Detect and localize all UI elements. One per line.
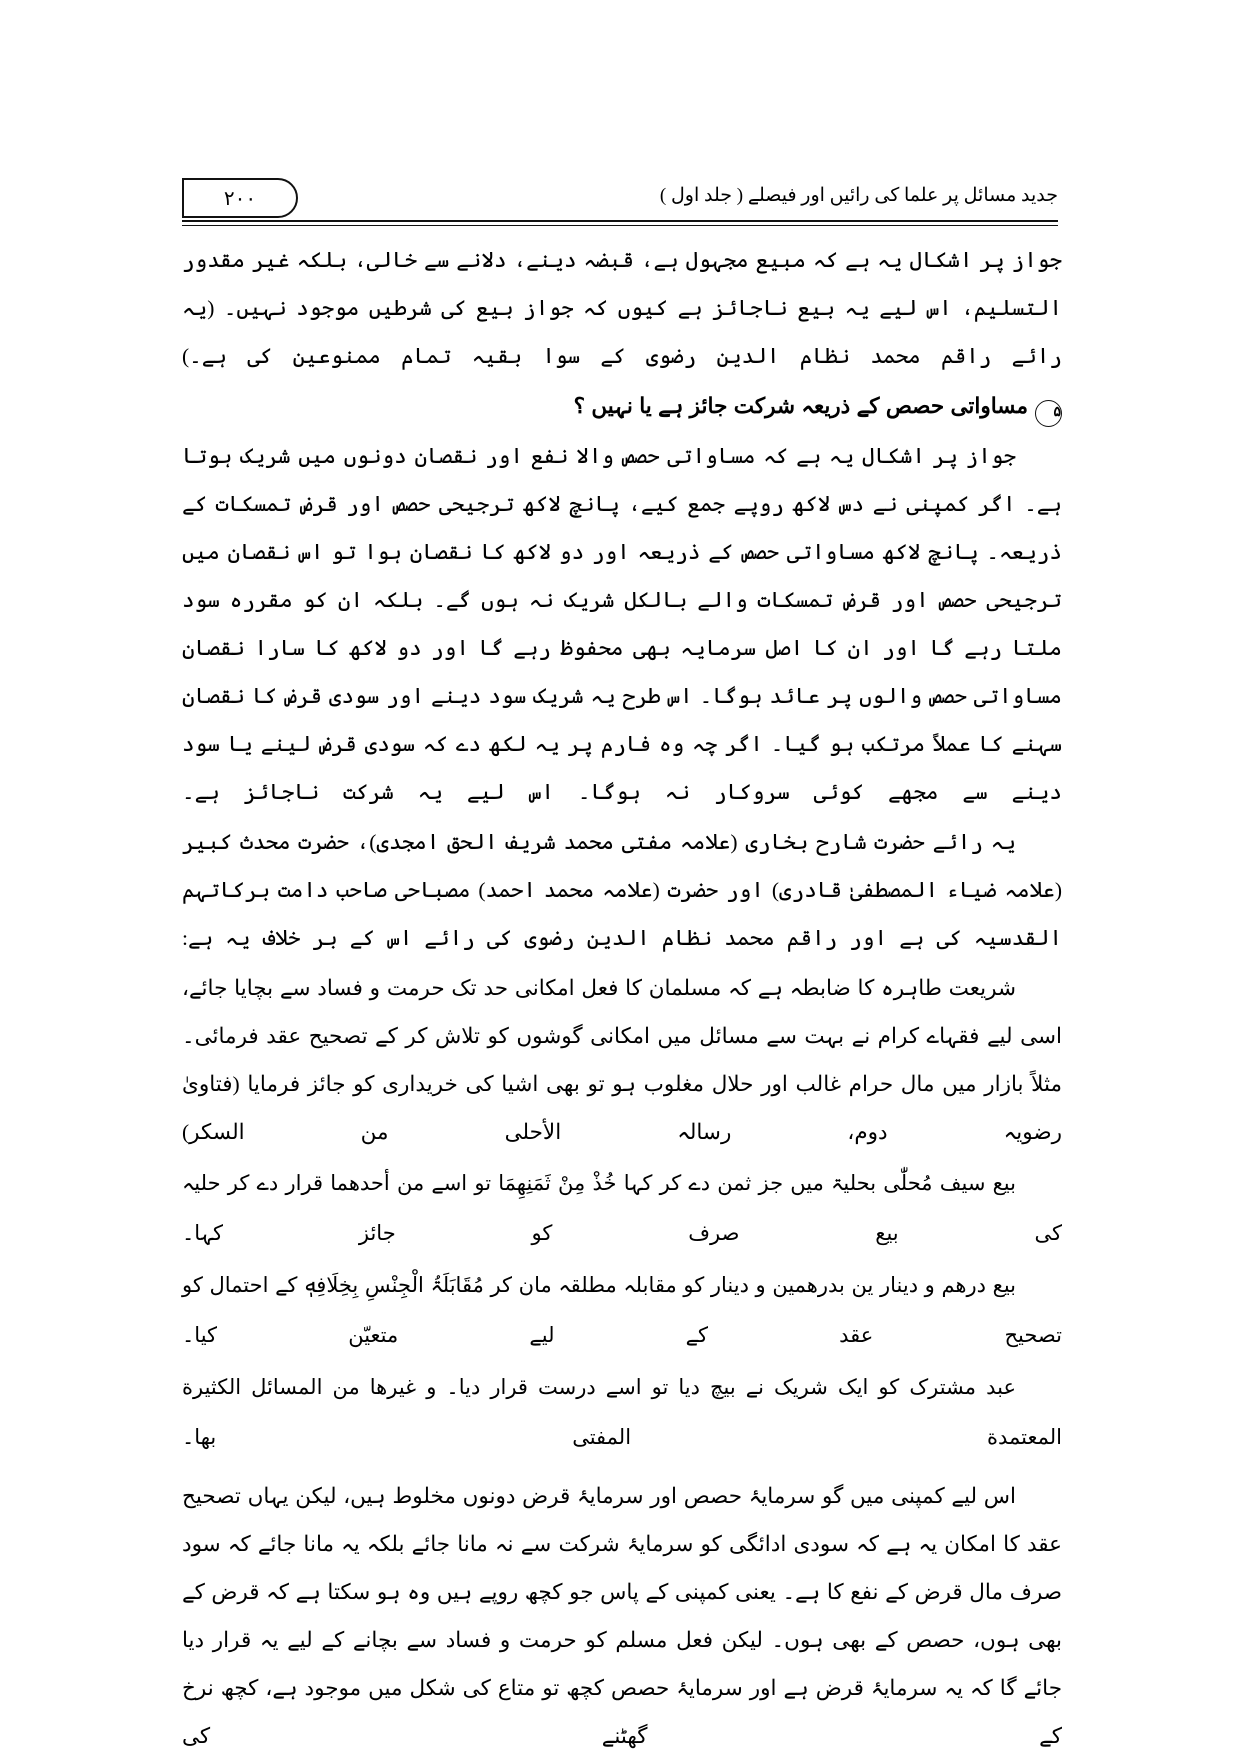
page-number: ۲۰۰ — [223, 187, 257, 210]
page-body — [182, 236, 1062, 1754]
book-title: جدید مسائل پر علما کی رائیں اور فیصلے ( جلد اول ) — [659, 185, 1058, 206]
question-5 — [182, 382, 1062, 430]
paragraph-7: عبد مشترک کو ایک شریک نے بیچ دیا تو اسے درست قرار دیا۔ و غیرها من المسائل الكثيرة المعتمدة المفتى بها۔ — [182, 1375, 1062, 1449]
paragraph-4: شریعت طاہرہ کا ضابطہ ہے کہ مسلمان کا فعل امکانی حد تک حرمت و فساد سے بچایا جائے، اسی لیے فقہاے کرام نے بہت سے مسائل میں امکانی گوشوں کو تلاش کر کے تصحیح عقد فرمائی۔ مثلاً بازار میں مال حرام غالب اور حلال مغلوب ہو تو بھی اشیا کی خریداری کو جائز فرمایا (فتاویٰ رضویہ دوم، رسالہ الأحلی من السکر) — [182, 976, 1062, 1144]
page-header — [182, 178, 1058, 220]
header-divider — [182, 220, 1058, 222]
question-5-text: مساواتی حصص کے ذریعہ شرکت جائز ہے یا نہیں ؟ — [573, 394, 1028, 418]
paragraph-6: بیع درهم و دینار ین بدرهمین و دینار کو مقابلہ مطلقہ مان کر مُقَابَلَۃُ الْجِنْسِ بِخِلَافِهٖ کے احتمال کو تصحیح عقد کے لیے متعیّن کیا۔ — [182, 1273, 1062, 1347]
paragraph-5: بیع سیف مُحلّٰی بحلیۃ میں جز ثمن دے کر کہا خُذْ مِنْ ثَمَنِهِمَا تو اسے من أحدهما قرار دے کر حلیہ کی بیع صرف کو جائز کہا۔ — [182, 1171, 1062, 1245]
paragraph-2: جواز پر اشکال یہ ہے کہ مساواتی حصص والا نفع اور نقصان دونوں میں شریک ہوتا ہے۔ اگر کمپنی نے دس لاکھ روپے جمع کیے، پانچ لاکھ ترجیحی حصص اور قرض تمسکات کے ذریعہ۔ پانچ لاکھ مساواتی حصص کے ذریعہ اور دو لاکھ کا نقصان ہوا تو اس نقصان میں ترجیحی حصص اور قرض تمسکات والے بالکل شریک نہ ہوں گے۔ بلکہ ان کو مقررہ سود ملتا رہے گا اور ان کا اصل سرمایہ بھی محفوظ رہے گا اور دو لاکھ کا سارا نقصان مساواتی حصص والوں پر عائد ہوگا۔ اس طرح یہ شریک سود دینے اور سودی قرض کا نقصان سہنے کا عملاً مرتکب ہو گیا۔ اگر چہ وہ فارم پر یہ لکھ دے کہ سودی قرض لینے یا سود دینے سے مجھے کوئی سروکار نہ ہوگا۔ اس لیے یہ شرکت ناجائز ہے۔ — [182, 444, 1062, 804]
page-number-badge — [182, 178, 298, 218]
paragraph-1: جواز پر اشکال یہ ہے کہ مبیع مجہول ہے، قبضہ دینے، دلانے سے خالی، بلکہ غیر مقدور التسلیم، اس لیے یہ بیع ناجائز ہے کیوں کہ جواز بیع کی شرطیں موجود نہیں۔ (یہ رائے راقم محمد نظام الدین رضوی کے سوا بقیہ تمام ممنوعین کی ہے۔) — [182, 248, 1062, 368]
paragraph-8: اس لیے کمپنی میں گو سرمایۂ حصص اور سرمایۂ قرض دونوں مخلوط ہیں، لیکن یہاں تصحیح عقد کا امکان یہ ہے کہ سودی ادائگی کو سرمایۂ شرکت سے نہ مانا جائے بلکہ یہ مانا جائے کہ سود صرف مال قرض کے نفع کا ہے۔ یعنی کمپنی کے پاس جو کچھ روپے ہیں وہ ہو سکتا ہے کہ قرض کے بھی ہوں، حصص کے بھی ہوں۔ لیکن فعل مسلم کو حرمت و فساد سے بچانے کے لیے یہ قرار دیا جائے گا کہ یہ سرمایۂ قرض ہے اور سرمایۂ حصص کچھ تو متاع کی شکل میں موجود ہے، کچھ نرخ کے گھٹنے کی — [182, 1484, 1062, 1748]
paragraph-spacer — [182, 1464, 1062, 1472]
paragraph-3: یہ رائے حضرت شارح بخاری (علامہ مفتی محمد شریف الحق امجدی)، حضرت محدث کبیر (علامہ ضیاء المصطفیٰ قادری) اور حضرت (علامہ محمد احمد) مصباحی صاحب دامت برکاتہم القدسیہ کی ہے اور راقم محمد نظام الدین رضوی کی رائے اس کے بر خلاف یہ ہے: — [182, 830, 1062, 950]
question-number-marker: ۵ — [1035, 400, 1062, 427]
